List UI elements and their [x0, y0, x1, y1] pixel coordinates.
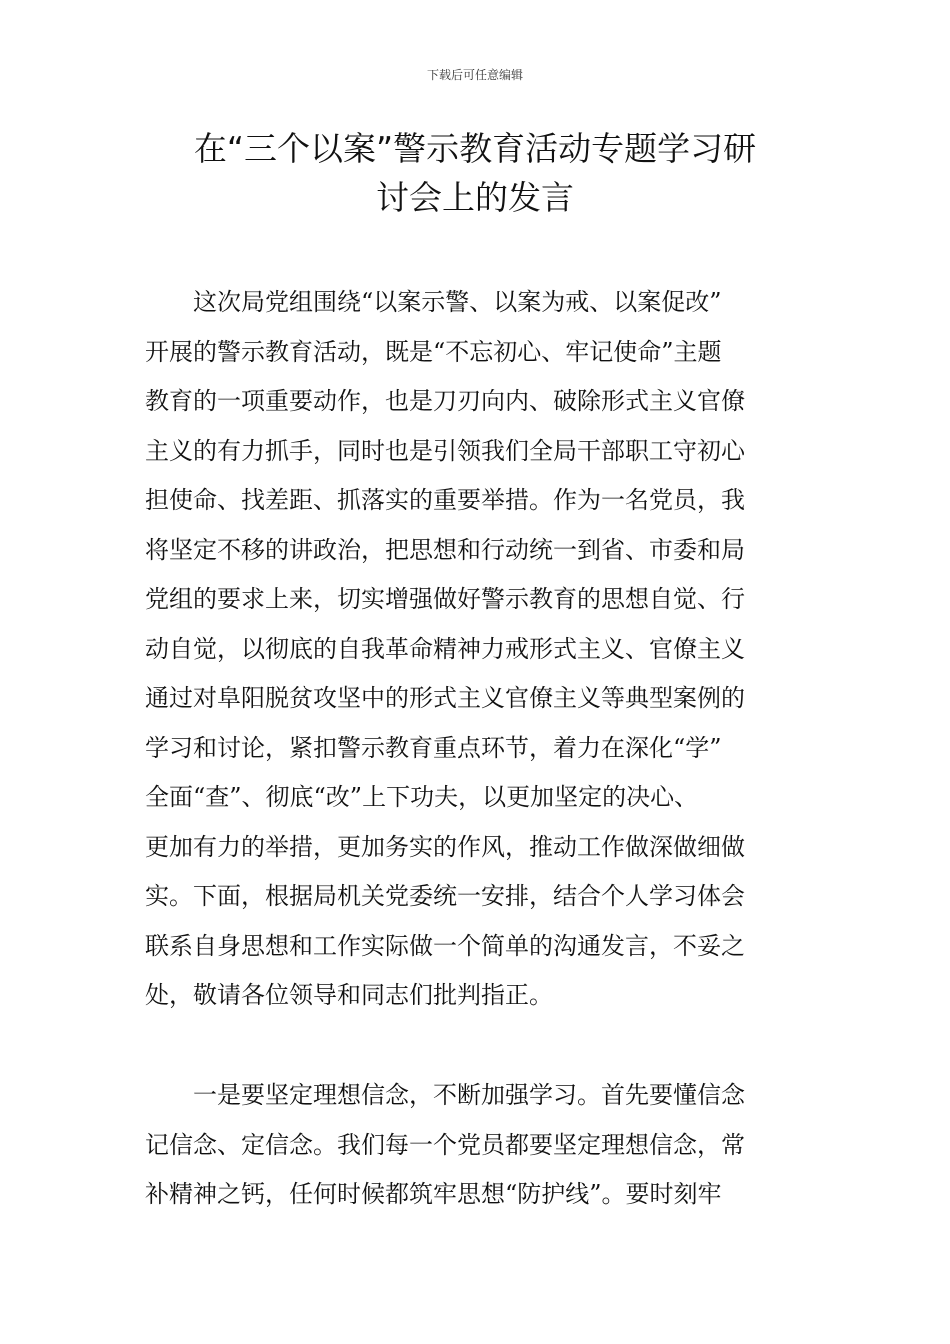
title-line-1: 在“三个以案”警示教育活动专题学习研 [193, 129, 757, 168]
paragraph-line: 这次局党组围绕“以案示警、以案为戒、以案促改” [145, 288, 722, 316]
paragraph-line: 担使命、找差距、抓落实的重要举措。作为一名党员，我 [145, 486, 745, 514]
paragraph-line: 动自觉，以彻底的自我革命精神力戒形式主义、官僚主义 [145, 634, 745, 663]
paragraph-2 [145, 1071, 815, 1220]
paragraph-line: 教育的一项重要动作，也是刀刃向内、破除形式主义官僚 [145, 387, 745, 415]
paragraph-line: 党组的要求上来，切实增强做好警示教育的思想自觉、行 [145, 585, 745, 613]
header-note: 下载后可任意编辑 [426, 68, 523, 82]
paragraph-line: 记信念、定信念。我们每一个党员都要坚定理想信念，常 [145, 1130, 745, 1159]
paragraph-line: 处，敬请各位领导和同志们批判指正。 [145, 981, 553, 1009]
paragraph-line: 一是要坚定理想信念，不断加强学习。首先要懂信念 [145, 1081, 745, 1109]
paragraph-line: 通过对阜阳脱贫攻坚中的形式主义官僚主义等典型案例的 [145, 684, 745, 712]
paragraph-line: 实。下面，根据局机关党委统一安排，结合个人学习体会 [145, 882, 745, 910]
paragraph-line: 主义的有力抓手，同时也是引领我们全局干部职工守初心 [145, 436, 745, 465]
title-line-2: 讨会上的发言 [376, 178, 574, 217]
paragraph-line: 全面“查”、彻底“改”上下功夫，以更加坚定的决心、 [145, 783, 699, 811]
paragraph-1 [145, 278, 815, 1021]
paragraph-line: 补精神之钙，任何时候都筑牢思想“防护线”。要时刻牢 [145, 1180, 722, 1208]
paragraph-line: 将坚定不移的讲政治，把思想和行动统一到省、市委和局 [145, 535, 745, 564]
paragraph-line: 更加有力的举措，更加务实的作风，推动工作做深做细做 [145, 832, 745, 861]
paragraph-line: 联系自身思想和工作实际做一个简单的沟通发言，不妥之 [145, 931, 745, 960]
paragraph-line: 学习和讨论，紧扣警示教育重点环节，着力在深化“学” [145, 733, 722, 762]
document-title [145, 124, 805, 222]
paragraph-line: 开展的警示教育活动，既是“不忘初心、牢记使命”主题 [145, 337, 722, 366]
